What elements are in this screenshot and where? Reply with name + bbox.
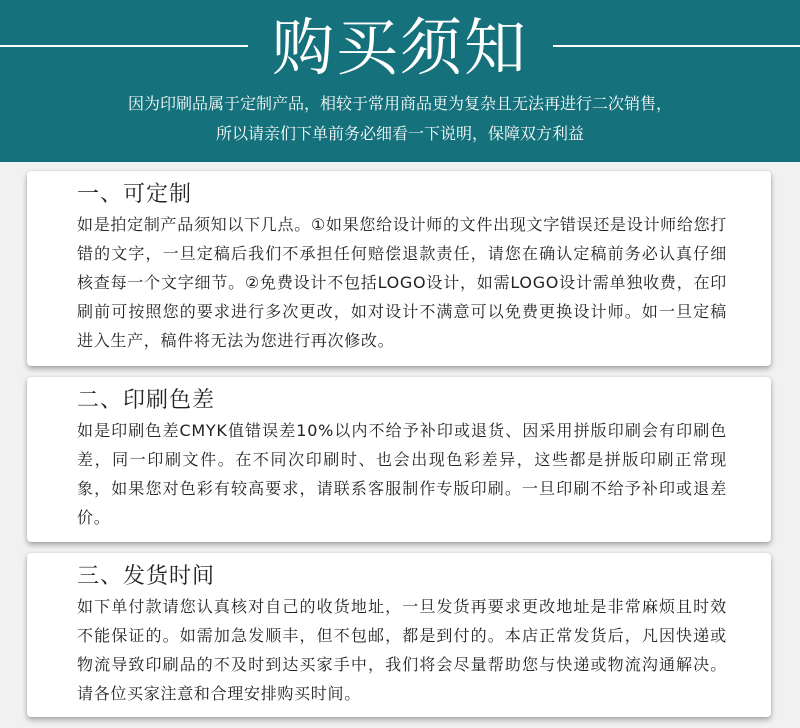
page-title: 购买须知 xyxy=(271,11,528,84)
notice-line-2: 所以请亲们下单前务必细看一下说明，保障双方利益 xyxy=(215,124,584,143)
section-title: 三、发货时间 xyxy=(77,564,216,589)
notice-line-1: 因为印刷品属于定制产品，相较于常用商品更为复杂且无法再进行二次销售， xyxy=(127,94,672,113)
section-body: 如是拍定制产品须知以下几点。①如果您给设计师的文件出现文字错误还是设计师给您打错的文字，一旦定稿后我们不承担任何赔偿退款责任，请您在确认定稿前务必认真仔细核查每一个文字细节。②免费设计不包括LOGO设计，如需LOGO设计需单独收费，在印刷前可按照您的要求进行多次更改，如对设计不满意可以免费更换设计师。如一旦定稿进入生产，稿件将无法为您进行再次修改。 xyxy=(77,215,727,350)
section-card-shipping-time xyxy=(27,553,771,717)
header-banner xyxy=(0,0,800,162)
section-title: 一、可定制 xyxy=(77,182,193,207)
section-title: 二、印刷色差 xyxy=(77,388,216,413)
section-card-color-difference xyxy=(27,377,771,542)
section-body: 如下单付款请您认真核对自己的收货地址，一旦发货再要求更改地址是非常麻烦且时效不能保证的。如需加急发顺丰，但不包邮，都是到付的。本店正常发货后，凡因快递或物流导致印刷品的不及时到达买家手中，我们将会尽量帮助您与快递或物流沟通解决。请各位买家注意和合理安排购买时间。 xyxy=(77,597,727,703)
section-body: 如是印刷色差CMYK值错误差10%以内不给予补印或退货、因采用拼版印刷会有印刷色差，同一印刷文件。在不同次印刷时、也会出现色彩差异，这些都是拼版印刷正常现象，如果您对色彩有较高要求，请联系客服制作专版印刷。一旦印刷不给予补印或退差价。 xyxy=(77,421,727,527)
section-card-customization xyxy=(27,171,771,366)
